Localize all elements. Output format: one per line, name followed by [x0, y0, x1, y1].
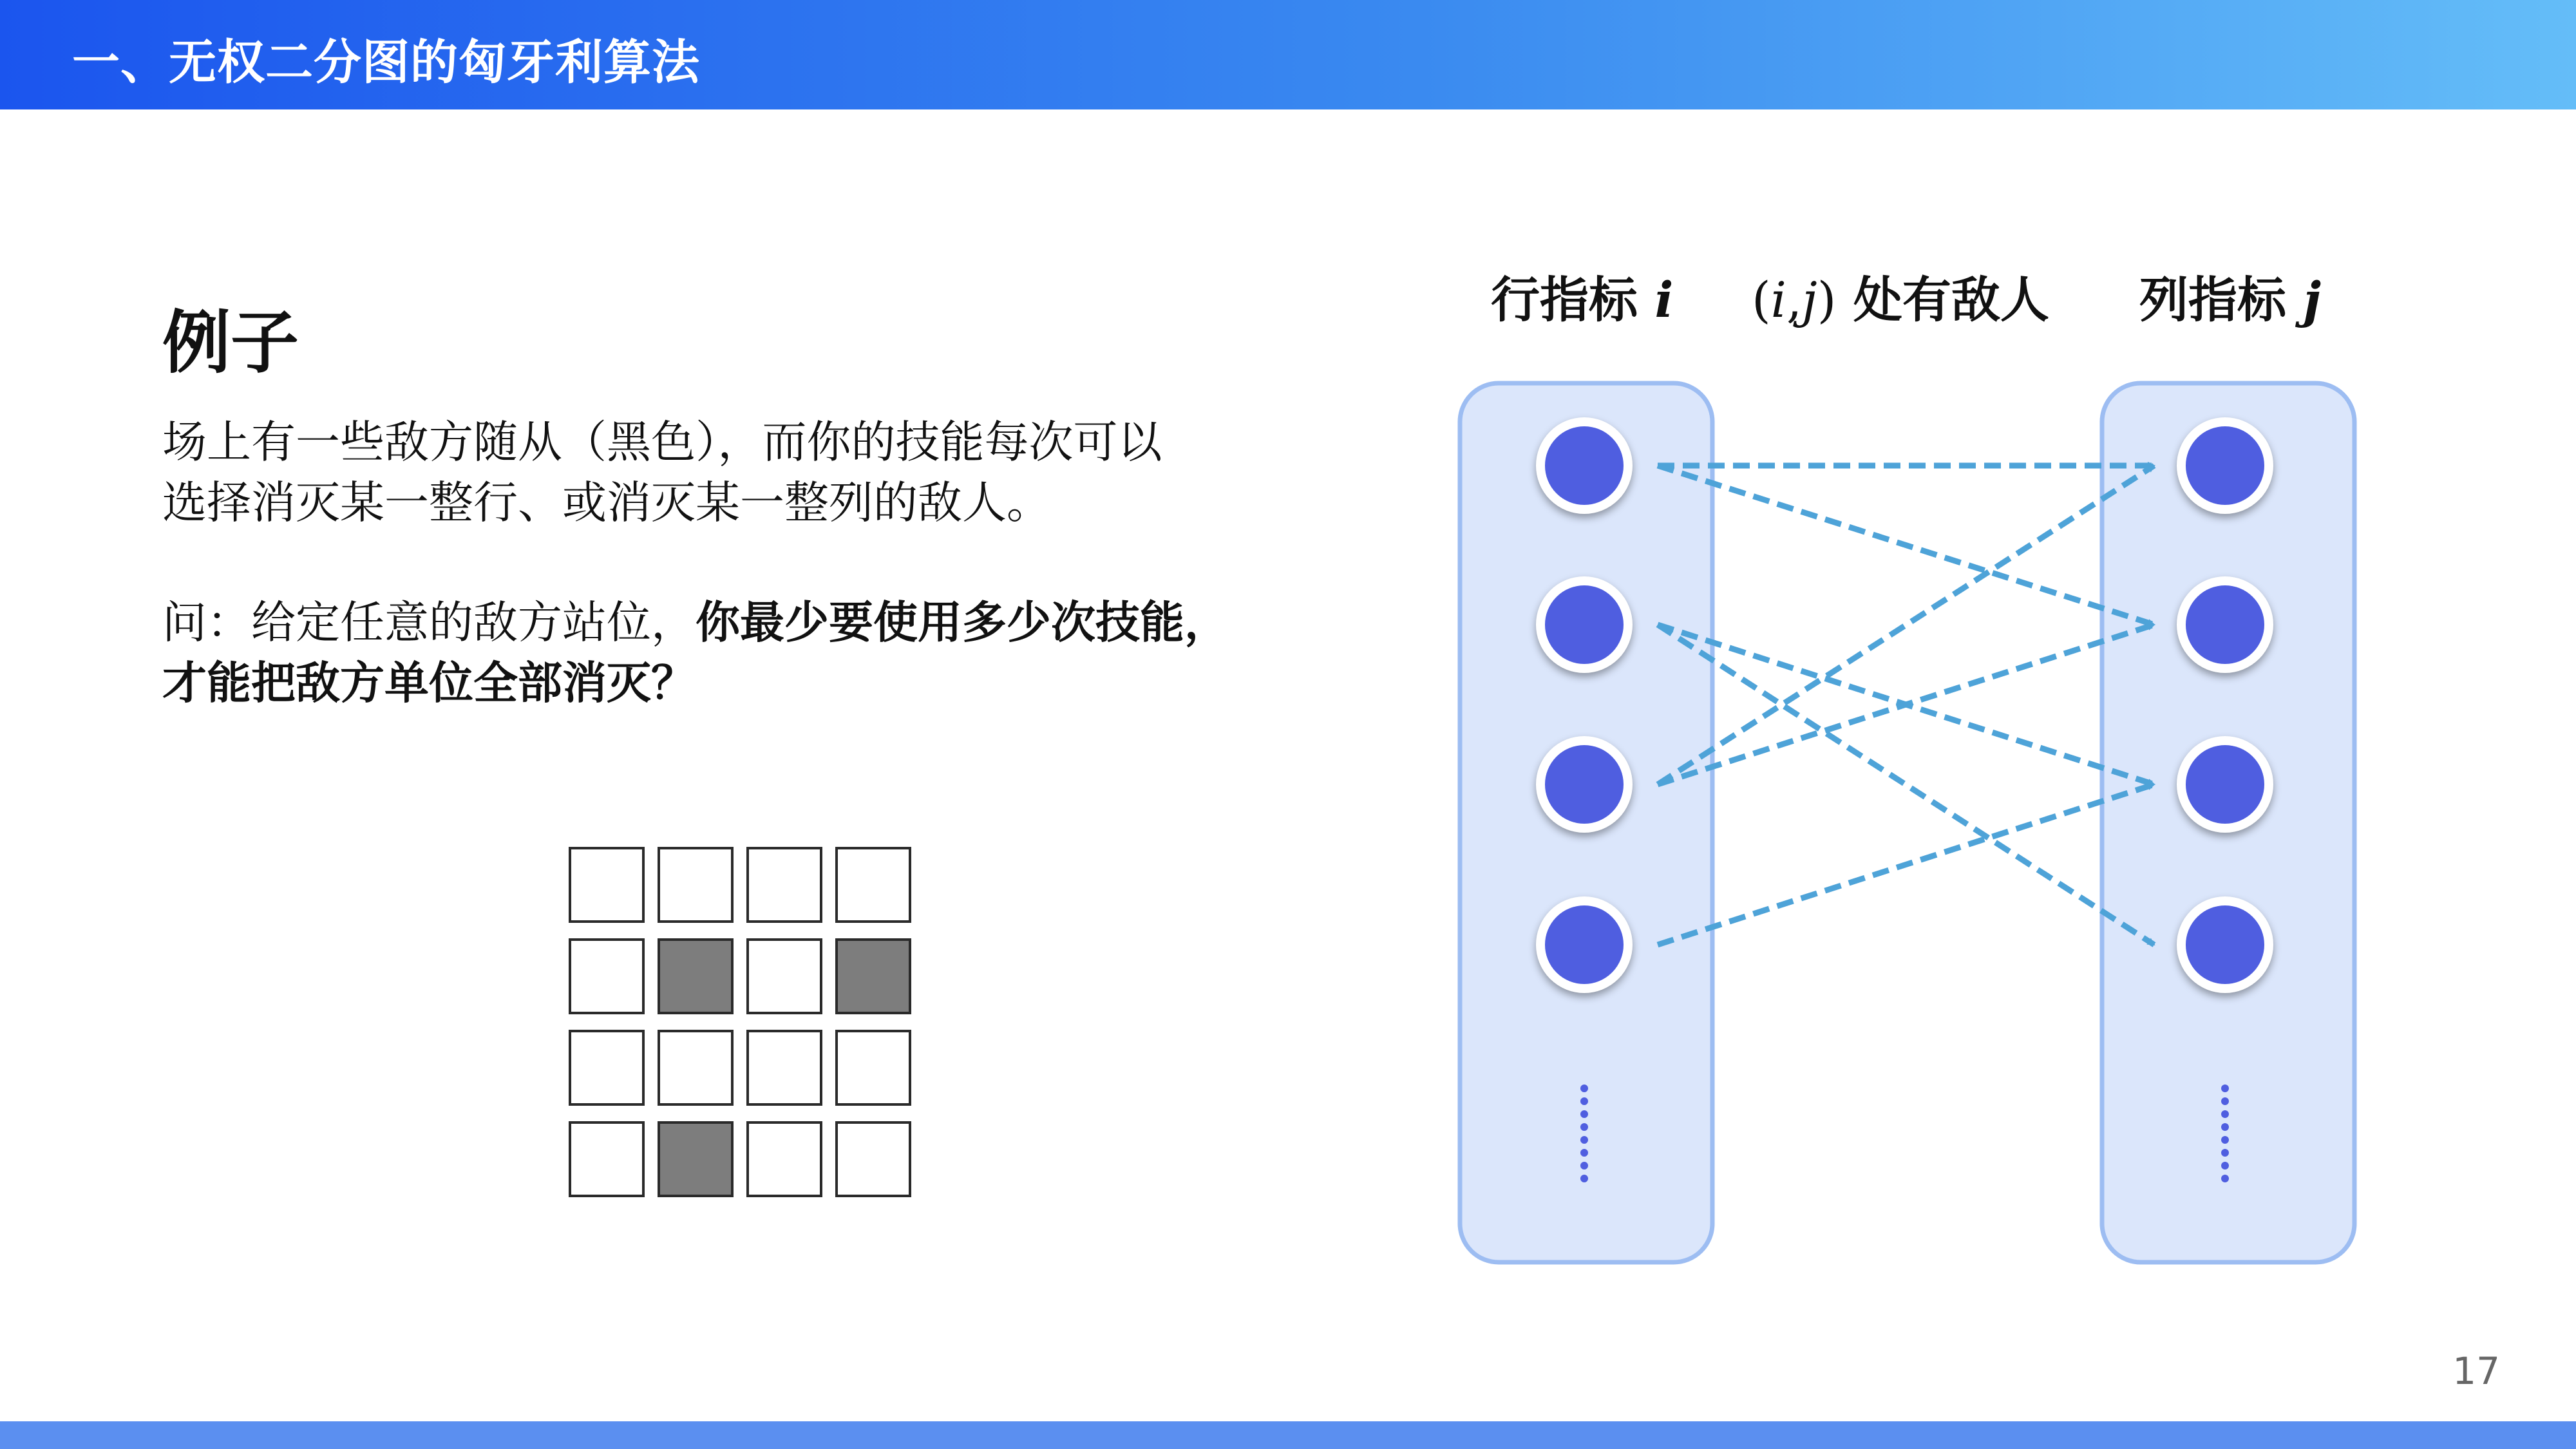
description-line-2: 选择消灭某一整行、或消灭某一整列的敌人。: [162, 477, 1051, 529]
row-node: [1540, 581, 1628, 668]
ellipsis-dot: [1580, 1110, 1588, 1118]
ellipsis-dot: [2221, 1175, 2229, 1182]
column-node: [2181, 741, 2269, 828]
row-node: [1540, 422, 1628, 509]
ellipsis-dot: [2221, 1084, 2229, 1092]
question-prefix: 问：给定任意的敌方站位，: [162, 597, 696, 649]
section-title: 一、无权二分图的匈牙利算法: [72, 35, 700, 90]
row-index-symbol: i: [1654, 271, 1674, 328]
question-bold-1: 你最少要使用多少次技能，: [696, 597, 1229, 649]
pair-close: ): [1817, 271, 1837, 328]
ellipsis-dot: [2221, 1162, 2229, 1170]
ellipsis-dot: [1580, 1097, 1588, 1105]
ellipsis-dot: [2221, 1110, 2229, 1118]
ellipsis-dot: [2221, 1136, 2229, 1144]
col-index-symbol: j: [2303, 271, 2321, 328]
pair-text: 处有敌人: [1836, 271, 2049, 328]
row-index-text: 行指标: [1491, 271, 1638, 328]
ellipsis-dot: [2221, 1097, 2229, 1105]
example-heading: 例子: [162, 303, 299, 383]
enemy-edge: [1658, 466, 2154, 625]
page-number: 17: [2452, 1349, 2500, 1393]
pair-j: j: [1802, 271, 1817, 328]
enemy-edge: [1658, 466, 2154, 784]
pair-sep: ,: [1786, 271, 1803, 328]
column-node: [2181, 901, 2269, 989]
question-bold-2: 才能把敌方单位全部消灭？: [162, 658, 696, 709]
ellipsis-dot: [2221, 1149, 2229, 1157]
pair-i: i: [1770, 271, 1786, 328]
description-line-1: 场上有一些敌方随从（黑色），而你的技能每次可以: [162, 417, 1162, 468]
row-node: [1540, 741, 1628, 828]
ellipsis-dot: [1580, 1084, 1588, 1092]
ellipsis-dot: [1580, 1162, 1588, 1170]
ellipsis-dot: [1580, 1175, 1588, 1182]
enemy-edge: [1658, 625, 2154, 945]
col-index-text: 列指标: [2139, 271, 2286, 328]
column-node: [2181, 581, 2269, 668]
ellipsis-dot: [2221, 1123, 2229, 1131]
ellipsis-dot: [1580, 1149, 1588, 1157]
ellipsis-dot: [1580, 1123, 1588, 1131]
column-node: [2181, 422, 2269, 509]
footer-bar: [0, 1421, 2576, 1449]
pair-open: (: [1752, 271, 1771, 328]
row-node: [1540, 901, 1628, 989]
enemy-edge: [1658, 784, 2154, 945]
ellipsis-dot: [1580, 1136, 1588, 1144]
